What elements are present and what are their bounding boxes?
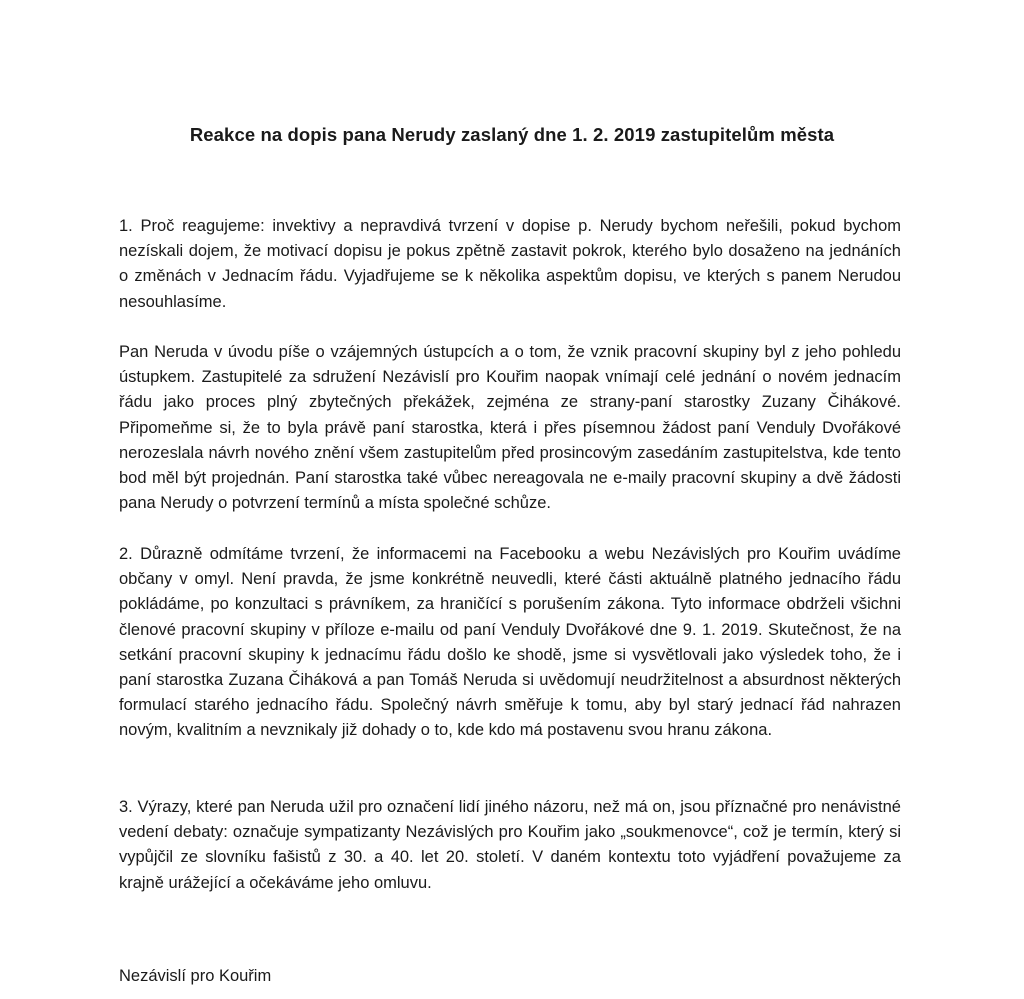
paragraph-1: 1. Proč reagujeme: invektivy a nepravdivá tvrzení v dopise p. Nerudy bychom neřešili, pokud bychom nezískali dojem, že motivací dopisu je pokus zpětně zastavit pokrok, kterého bylo dosaženo na jednáních o změnách v Jednacím řádu. Vyjadřujeme se k několika aspektům dopisu, ve kterých s panem Nerudou nesouhlasíme. bbox=[119, 217, 901, 311]
paragraph-3: 2. Důrazně odmítáme tvrzení, že informacemi na Facebooku a webu Nezávislých pro Kouřim uvádíme občany v omyl. Není pravda, že jsme konkrétně neuvedli, které části aktuálně platného jednacího řádu pokládáme, po konzultaci s právníkem, za hraničící s porušením zákona. Tyto informace obdrželi všichni členové pracovní skupiny v příloze e-mailu od paní Venduly Dvořákové dne 9. 1. 2019. Skutečnost, že na setkání pracovní skupiny k jednacímu řádu došlo ke shodě, jsme si vysvětlovali jako výsledek toho, že i paní starostka Zuzana Čiháková a pan Tomáš Neruda si uvědomují neudržitelnost a absurdnost některých formulací starého jednacího řádu. Společný návrh směřuje k tomu, aby byl starý jednací řád nahrazen novým, kvalitním a nevznikaly již dohady o to, kde kdo má postavenu svou hranu zákona. bbox=[119, 545, 901, 740]
document-title: Reakce na dopis pana Nerudy zaslaný dne 1. 2. 2019 zastupitelům města bbox=[189, 124, 835, 145]
paragraph-4: 3. Výrazy, které pan Neruda užil pro označení lidí jiného názoru, než má on, jsou příznačné pro nenávistné vedení debaty: označuje sympatizanty Nezávislých pro Kouřim jako „soukmenovce“, což je termín, který si vypůjčil ze slovníku fašistů z 30. a 40. let 20. století. V daném kontextu toto vyjádření považujeme za krajně urážející a očekáváme jeho omluvu. bbox=[119, 798, 901, 892]
paragraph-2: Pan Neruda v úvodu píše o vzájemných ústupcích a o tom, že vznik pracovní skupiny byl z jeho pohledu ústupkem. Zastupitelé za sdružení Nezávislí pro Kouřim naopak vnímají celé jednání o novém jednacím řádu jako proces plný zbytečných překážek, zejména ze strany-paní starostky Zuzany Čihákové. Připomeňme si, že to byla právě paní starostka, která i přes písemnou žádost paní Venduly Dvořákové nerozeslala návrh nového znění všem zastupitelům před prosincovým zasedáním zastupitelstva, kde tento bod měl být projednán. Paní starostka také vůbec nereagovala ne e-maily pracovní skupiny a dvě žádosti pana Nerudy o potvrzení termínů a místa společné schůze. bbox=[119, 343, 901, 513]
signature: Nezávislí pro Kouřim bbox=[119, 967, 272, 985]
